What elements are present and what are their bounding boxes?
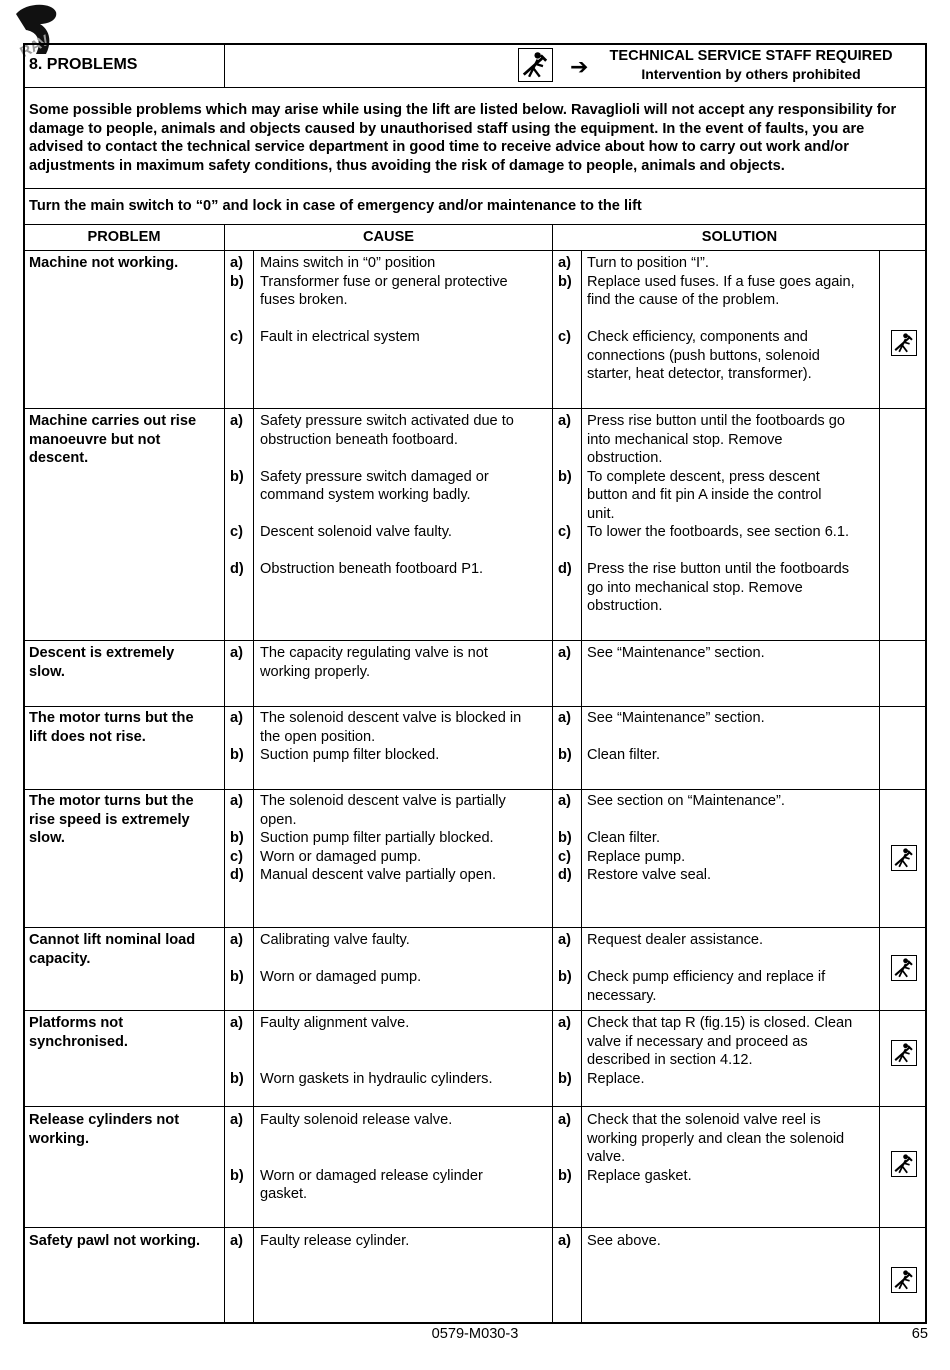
solution-cell: Check that the solenoid valve reel is working properly and clean the solenoid valve. Replace gasket. — [587, 1112, 845, 1184]
cause-cell: Faulty alignment valve. Worn gaskets in hydraulic cylinders. — [260, 1015, 493, 1087]
row-separator — [24, 927, 926, 928]
technician-wrench-icon — [891, 1151, 917, 1177]
column-line — [552, 224, 553, 1323]
cause-letters: a) b) c) d) — [230, 793, 244, 883]
problem-cell: Descent is extremely slow. — [29, 645, 175, 680]
cause-letters: a) b) — [230, 932, 244, 985]
page-number: 65 — [911, 1326, 928, 1342]
rule — [24, 250, 926, 251]
row-separator — [24, 789, 926, 790]
technician-wrench-icon — [518, 48, 553, 82]
cause-letters: a) b) — [230, 1015, 244, 1087]
solution-letters: a) b) — [558, 1112, 572, 1184]
cause-letters: a) — [230, 645, 243, 661]
cause-cell: The capacity regulating valve is not working properly. — [260, 645, 488, 680]
cause-cell: The solenoid descent valve is partially open. Suction pump filter partially blocked. Worn or damaged pump. Manual descent valve partially open. — [260, 793, 506, 883]
cause-letters: a) b) c) — [230, 255, 244, 345]
rule — [24, 224, 926, 225]
technician-wrench-icon — [891, 845, 917, 871]
row-separator — [24, 1010, 926, 1011]
row-separator — [24, 706, 926, 707]
solution-letters: a) b) — [558, 932, 572, 985]
solution-cell: Turn to position “I”. Replace used fuses. If a fuse goes again, find the cause of the problem. Check efficiency, components and connections (push buttons, solenoid starter, heat detector, transformer). — [587, 255, 855, 382]
problem-cell: Machine not working. — [29, 255, 179, 271]
row-separator — [24, 1106, 926, 1107]
cause-letters: a) b) — [230, 1112, 244, 1184]
cause-cell: Safety pressure switch activated due to obstruction beneath footboard. Safety pressure switch damaged or command system working badly. Descent solenoid valve faulty. Obstruction beneath footboard P1. — [260, 413, 514, 577]
cause-cell: Calibrating valve faulty. Worn or damaged pump. — [260, 932, 422, 985]
problem-cell: Platforms not synchronised. — [29, 1015, 128, 1050]
header-divider — [224, 44, 225, 87]
intro-paragraph: Some possible problems which may arise while using the lift are listed below. Ravaglioli will not accept any responsibility for damage to people, animals and objects caused by unauthorised staff using the equipment. In the event of faults, you are advised to contact the technical service department in good time to receive advice about how to carry out work and/or adjustments in maximum safety conditions, thus avoiding the risk of damage to people, animals and objects. — [29, 102, 897, 174]
technician-wrench-icon — [891, 1267, 917, 1293]
column-line — [224, 224, 225, 1323]
solution-letters: a) b) — [558, 1015, 572, 1087]
cause-letters: a) — [230, 1233, 243, 1249]
cause-cell: The solenoid descent valve is blocked in the open position. Suction pump filter blocked. — [260, 710, 522, 763]
column-header-solution: SOLUTION — [701, 229, 778, 245]
row-separator — [24, 640, 926, 641]
row-separator — [24, 1227, 926, 1228]
solution-letters: a) b) c) d) — [558, 793, 572, 883]
column-line — [581, 250, 582, 1323]
solution-cell: Check that tap R (fig.15) is closed. Clean valve if necessary and proceed as described in section 4.12. Replace. — [587, 1015, 853, 1087]
column-line — [253, 250, 254, 1323]
cause-cell: Faulty release cylinder. — [260, 1233, 410, 1249]
solution-cell: See section on “Maintenance”. Clean filter. Replace pump. Restore valve seal. — [587, 793, 785, 883]
solution-letters: a) b) — [558, 710, 572, 763]
solution-cell: See “Maintenance” section. Clean filter. — [587, 710, 765, 763]
column-header-cause: CAUSE — [362, 229, 415, 245]
column-header-problem: PROBLEM — [87, 229, 161, 245]
column-line — [879, 250, 880, 1323]
problem-cell: The motor turns but the lift does not rise. — [29, 710, 194, 745]
cause-letters: a) b) — [230, 710, 244, 763]
problem-cell: Safety pawl not working. — [29, 1233, 201, 1249]
solution-cell: See “Maintenance” section. — [587, 645, 765, 661]
technician-wrench-icon — [891, 1040, 917, 1066]
solution-cell: Press rise button until the footboards go into mechanical stop. Remove obstruction. To complete descent, press descent button and fit pin A inside the control unit. To lower the footboards, see section 6.1. Press the rise button until the footboards go into mechanical stop. Remove obstruction. — [587, 413, 850, 614]
cause-letters: a) b) c) d) — [230, 413, 244, 577]
problem-cell: Machine carries out rise manoeuvre but not descent. — [29, 413, 197, 466]
problem-cell: Cannot lift nominal load capacity. — [29, 932, 196, 967]
solution-letters: a) b) c) d) — [558, 413, 572, 577]
cause-cell: Mains switch in “0” position Transformer fuse or general protective fuses broken. Fault in electrical system — [260, 255, 508, 345]
document-code: 0579-M030-3 — [431, 1326, 519, 1342]
arrow-right-icon: ➔ — [570, 54, 589, 79]
switch-note: Turn the main switch to “0” and lock in case of emergency and/or maintenance to the lift — [29, 198, 642, 214]
rule — [24, 87, 926, 88]
rule — [24, 188, 926, 189]
solution-cell: See above. — [587, 1233, 661, 1249]
logo-letters: RAV — [17, 31, 53, 58]
cause-cell: Faulty solenoid release valve. Worn or damaged release cylinder gasket. — [260, 1112, 483, 1202]
solution-letters: a) — [558, 645, 571, 661]
row-separator — [24, 408, 926, 409]
problem-cell: Release cylinders not working. — [29, 1112, 180, 1147]
solution-letters: a) — [558, 1233, 571, 1249]
technician-wrench-icon — [891, 955, 917, 981]
section-title: 8. PROBLEMS — [29, 56, 138, 73]
solution-letters: a) b) c) — [558, 255, 572, 345]
tech-service-title: TECHNICAL SERVICE STAFF REQUIRED — [609, 48, 893, 64]
problem-cell: The motor turns but the rise speed is extremely slow. — [29, 793, 194, 846]
solution-cell: Request dealer assistance. Check pump efficiency and replace if necessary. — [587, 932, 826, 1004]
technician-wrench-icon — [891, 330, 917, 356]
tech-service-subtitle: Intervention by others prohibited — [641, 66, 861, 82]
